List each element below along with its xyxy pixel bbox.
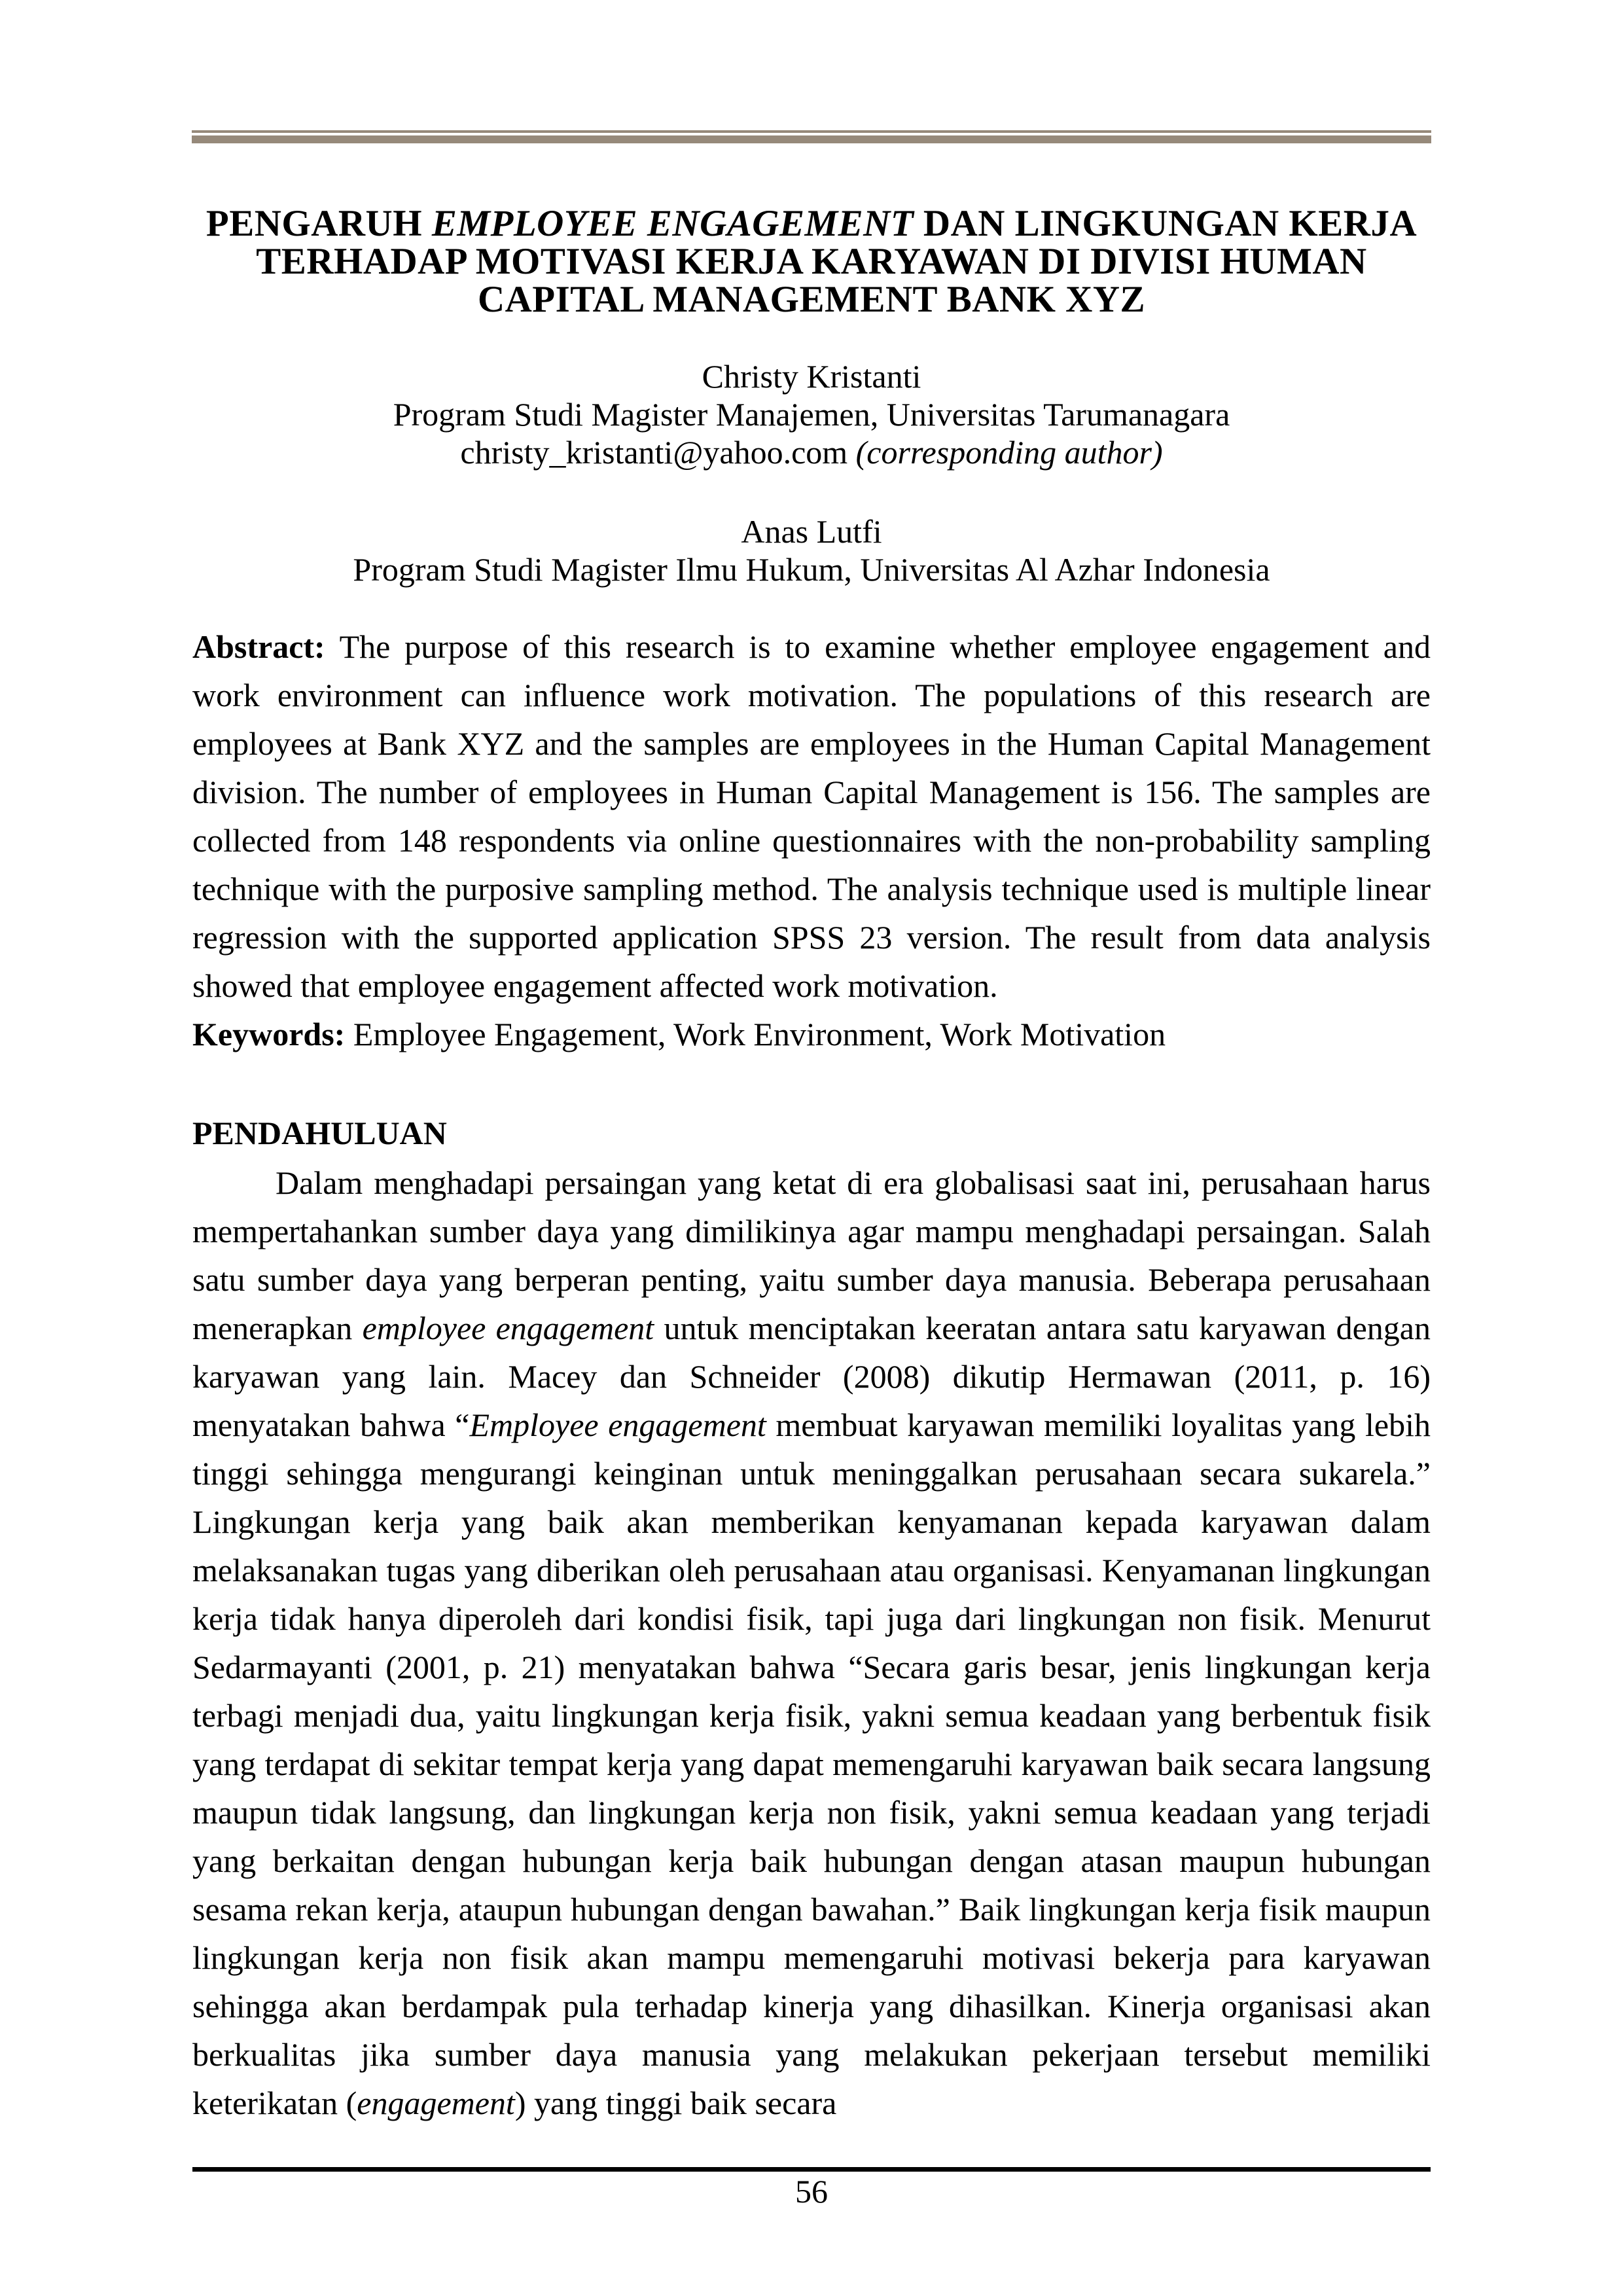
page-number: 56	[795, 2173, 828, 2210]
author-block-second	[192, 512, 1431, 588]
keywords-line: Keywords: Employee Engagement, Work Environment, Work Motivation	[192, 1016, 1166, 1052]
author-name: Anas Lutfi	[741, 513, 882, 550]
page-footer	[192, 2167, 1431, 2208]
article-title: PENGARUH EMPLOYEE ENGAGEMENT DAN LINGKUNGAN KERJA TERHADAP MOTIVASI KERJA KARYAWAN DI DIVISI HUMAN CAPITAL MANAGEMENT BANK XYZ	[205, 203, 1418, 320]
author-email: christy_kristanti@yahoo.com (corresponding author)	[460, 434, 1163, 471]
author-name: Christy Kristanti	[702, 358, 921, 395]
top-rule-thin	[192, 130, 1431, 133]
intro-paragraph: Dalam menghadapi persaingan yang ketat di era globalisasi saat ini, perusahaan harus mempertahankan sumber daya yang dimilikinya agar mampu menghadapi persaingan. Salah satu sumber daya yang berperan penting, yaitu sumber daya manusia. Beberapa perusahaan menerapkan employee engagement untuk menciptakan keeratan antara satu karyawan dengan karyawan yang lain. Macey dan Schneider (2008) dikutip Hermawan (2011, p. 16) menyatakan bahwa “Employee engagement membuat karyawan memiliki loyalitas yang lebih tinggi sehingga mengurangi keinginan untuk meninggalkan perusahaan secara sukarela.” Lingkungan kerja yang baik akan memberikan kenyamanan kepada karyawan dalam melaksanakan tugas yang diberikan oleh perusahaan atau organisasi. Kenyamanan lingkungan kerja tidak hanya diperoleh dari kondisi fisik, tapi juga dari lingkungan non fisik. Menurut Sedarmayanti (2001, p. 21) menyatakan bahwa “Secara garis besar, jenis lingkungan kerja terbagi menjadi dua, yaitu lingkungan kerja fisik, yakni semua keadaan yang berbentuk fisik yang terdapat di sekitar tempat kerja yang dapat memengaruhi karyawan baik secara langsung maupun tidak langsung, dan lingkungan kerja non fisik, yakni semua keadaan yang terjadi yang berkaitan dengan hubungan kerja baik hubungan dengan atasan maupun hubungan sesama rekan kerja, ataupun hubungan dengan bawahan.” Baik lingkungan kerja fisik maupun lingkungan kerja non fisik akan mampu memengaruhi motivasi bekerja para karyawan sehingga akan berdampak pula terhadap kinerja yang dihasilkan. Kinerja organisasi akan berkualitas jika sumber daya manusia yang melakukan pekerjaan tersebut memiliki keterikatan (engagement) yang tinggi baik secara	[192, 1164, 1431, 2121]
author-block-first	[192, 357, 1431, 471]
top-rule-thick	[192, 135, 1431, 143]
author-affiliation: Program Studi Magister Manajemen, Universitas Tarumanagara	[393, 396, 1230, 433]
footer-rule	[192, 2167, 1431, 2172]
author-affiliation: Program Studi Magister Ilmu Hukum, Universitas Al Azhar Indonesia	[353, 551, 1270, 588]
abstract-paragraph: Abstract: The purpose of this research is to examine whether employee engagement and work environment can influence work motivation. The populations of this research are employees at Bank XYZ and the samples are employees in the Human Capital Management division. The number of employees in Human Capital Management is 156. The samples are collected from 148 respondents via online questionnaires with the non-probability sampling technique with the purposive sampling method. The analysis technique used is multiple linear regression with the supported application SPSS 23 version. The result from data analysis showed that employee engagement affected work motivation.	[192, 628, 1431, 1004]
section-heading-pendahuluan: PENDAHULUAN	[192, 1115, 447, 1151]
article-content	[192, 205, 1431, 2127]
